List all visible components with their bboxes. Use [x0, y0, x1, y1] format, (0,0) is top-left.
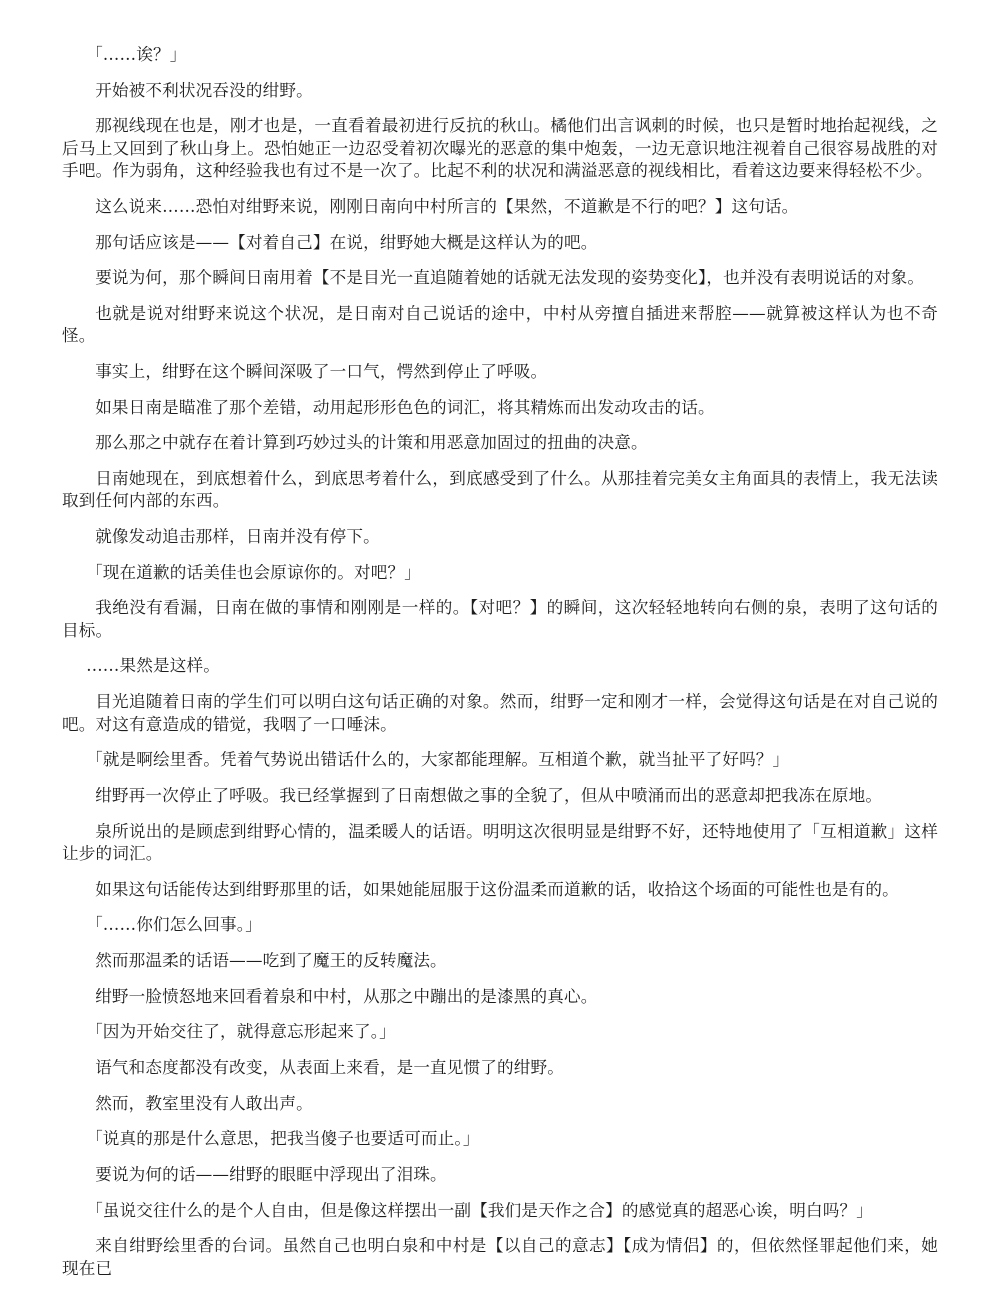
body-paragraph: 然而，教室里没有人敢出声。 — [95, 1093, 313, 1113]
body-paragraph: 泉所说出的是顾虑到绀野心情的，温柔暖人的话语。明明这次很明显是绀野不好，还特地使用了「互相道歉」这样让步的词汇。 — [62, 821, 938, 863]
body-paragraph: 如果这句话能传达到绀野那里的话，如果她能屈服于这份温柔而道歉的话，收拾这个场面的可能性也是有的。 — [95, 879, 899, 899]
body-paragraph: 要说为何，那个瞬间日南用着【不是目光一直追随着她的话就无法发现的姿势变化】，也并没有表明说话的对象。 — [95, 268, 925, 288]
dialogue-paragraph: 「……诶？」 — [86, 45, 187, 64]
body-paragraph: 目光追随着日南的学生们可以明白这句话正确的对象。然而，绀野一定和刚才一样，会觉得这句话是在对自己说的吧。对这有意造成的错觉，我咽了一口唾沫。 — [62, 692, 938, 734]
body-paragraph: ……果然是这样。 — [86, 656, 221, 676]
body-paragraph: 也就是说对绀野来说这个状况，是日南对自己说话的途中，中村从旁擅自插进来帮腔——就算被这样认为也不奇怪。 — [62, 303, 938, 346]
body-paragraph: 日南她现在，到底想着什么，到底思考着什么，到底感受到了什么。从那挂着完美女主角面具的表情上，我无法读取到任何内部的东西。 — [62, 468, 938, 511]
dialogue-paragraph: 「现在道歉的话美佳也会原谅你的。对吧？」 — [86, 562, 421, 582]
body-paragraph: 我绝没有看漏，日南在做的事情和刚刚是一样的。【对吧？】的瞬间，这次轻轻地转向右侧的泉，表明了这句话的目标。 — [62, 598, 938, 640]
body-paragraph: 绀野一脸愤怒地来回看着泉和中村，从那之中蹦出的是漆黑的真心。 — [95, 986, 598, 1006]
body-paragraph: 然而那温柔的话语——吃到了魔王的反转魔法。 — [95, 950, 447, 970]
dialogue-paragraph: 「虽说交往什么的是个人自由，但是像这样摆出一副【我们是天作之合】的感觉真的超恶心诶，明白吗？」 — [86, 1200, 874, 1220]
body-paragraph: 绀野再一次停止了呼吸。我已经掌握到了日南想做之事的全貌了，但从中喷涌而出的恶意却把我冻在原地。 — [95, 785, 883, 805]
body-paragraph: 如果日南是瞄准了那个差错，动用起形形色色的词汇，将其精炼而出发动攻击的话。 — [95, 397, 715, 417]
body-paragraph: 那视线现在也是，刚才也是，一直看着最初进行反抗的秋山。橘他们出言讽刺的时候，也只是暂时地抬起视线，之后马上又回到了秋山身上。恐怕她正一边忍受着初次曝光的恶意的集中炮轰，一边无意识地注视着自己很容易战胜的对手吧。作为弱角，这种经验我也有过不是一次了。比起不利的状况和满溢恶意的视线相比，看着这边要来得轻松不少。 — [62, 116, 938, 181]
body-paragraph: 要说为何的话——绀野的眼眶中浮现出了泪珠。 — [95, 1164, 447, 1184]
body-paragraph: 来自绀野绘里香的台词。虽然自己也明白泉和中村是【以自己的意志】【成为情侣】的，但依然怪罪起他们来，她现在已 — [62, 1236, 938, 1278]
body-paragraph: 语气和态度都没有改变，从表面上来看，是一直见惯了的绀野。 — [95, 1057, 565, 1077]
dialogue-paragraph: 「就是啊绘里香。凭着气势说出错话什么的，大家都能理解。互相道个歉，就当扯平了好吗？」 — [86, 750, 790, 770]
body-paragraph: 这么说来……恐怕对绀野来说，刚刚日南向中村所言的【果然，不道歉是不行的吧？】这句话。 — [95, 196, 799, 216]
body-paragraph: 那句话应该是——【对着自己】在说，绀野她大概是这样认为的吧。 — [95, 232, 598, 252]
body-paragraph: 那么那之中就存在着计算到巧妙过头的计策和用恶意加固过的扭曲的决意。 — [95, 433, 648, 453]
body-paragraph: 开始被不利状况吞没的绀野。 — [95, 80, 313, 100]
dialogue-paragraph: 「……你们怎么回事。」 — [86, 915, 262, 935]
novel-text-column — [62, 44, 938, 1280]
body-paragraph: 就像发动追击那样，日南并没有停下。 — [95, 527, 380, 547]
dialogue-paragraph: 「因为开始交往了，就得意忘形起来了。」 — [86, 1022, 396, 1042]
dialogue-paragraph: 「说真的那是什么意思，把我当傻子也要适可而止。」 — [86, 1129, 480, 1149]
body-paragraph: 事实上，绀野在这个瞬间深吸了一口气，愕然到停止了呼吸。 — [95, 361, 548, 381]
